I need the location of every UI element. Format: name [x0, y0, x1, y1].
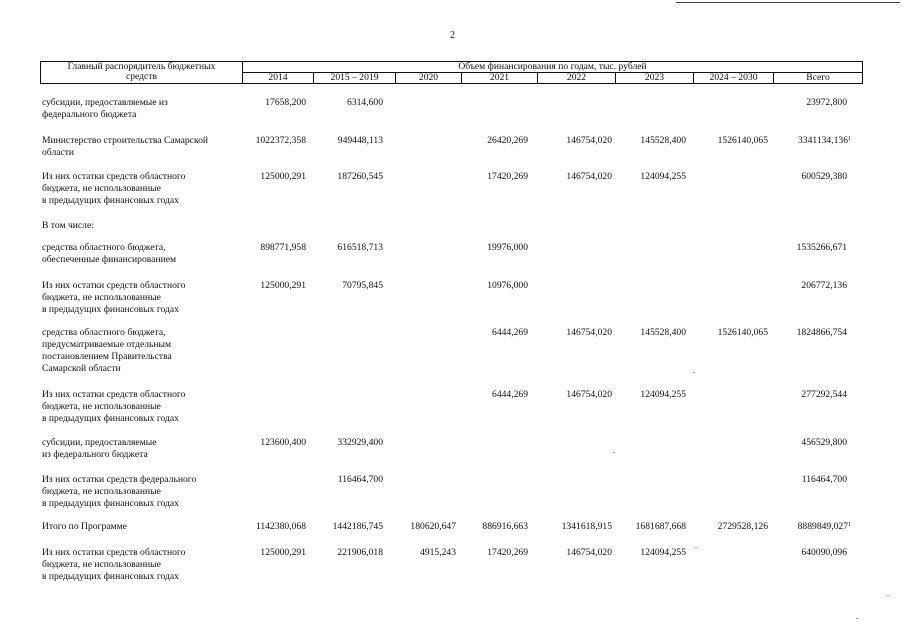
row-label — [42, 135, 238, 159]
cell-text: 146754,020 — [566, 171, 612, 182]
cell-value — [487, 547, 528, 559]
cell-total — [801, 280, 847, 292]
row-label-line: бюджета, не использованные — [42, 401, 161, 412]
cell-text: 146754,020 — [566, 135, 612, 146]
table-header — [40, 61, 863, 84]
cell-text: 206772,136 — [801, 280, 847, 291]
row-label-line: средства областного бюджета, — [42, 242, 166, 253]
cell-text: 616518,713 — [337, 242, 383, 253]
cell-text: 1526140,065 — [717, 135, 768, 146]
header-group-title: Объем финансирования по годам, тыс. рублей — [243, 62, 863, 73]
header-year: 2024 – 2030 — [694, 73, 774, 84]
cell-value — [566, 547, 612, 559]
cell-value — [342, 280, 383, 292]
cell-text: 2729528,126 — [717, 521, 768, 532]
cell-text: 1681687,668 — [635, 521, 686, 532]
cell-text: 332929,400 — [337, 437, 383, 448]
row-label-line: Из них остатки средств областного — [42, 389, 186, 400]
cell-value — [338, 474, 383, 486]
row-label-line: в предыдущих финансовых годах — [42, 498, 179, 509]
row-label-line: обеспеченные финансированием — [42, 254, 177, 265]
cell-text: 6444,269 — [492, 327, 528, 338]
cell-value — [562, 521, 612, 533]
cell-value — [260, 171, 306, 183]
cell-text: 125000,291 — [260, 171, 306, 182]
header-year: 2021 — [462, 73, 538, 84]
row-label-line: субсидии, предоставляемые — [42, 437, 157, 448]
cell-text: 6314,600 — [347, 97, 383, 108]
row-label-line: Из них остатки средств областного — [42, 171, 186, 182]
cell-value — [347, 97, 383, 109]
cell-value — [566, 135, 612, 147]
row-label-line: бюджета, не использованные — [42, 486, 161, 497]
cell-value — [487, 135, 528, 147]
cell-text: 1535266,671 — [796, 242, 847, 253]
header-distributor — [41, 62, 243, 84]
cell-text: 640090,096 — [801, 547, 847, 558]
row-label-line: Министерство строительства Самарской — [42, 135, 209, 146]
row-label — [42, 389, 238, 425]
row-label-line: из федерального бюджета — [42, 449, 148, 460]
row-label-line: в предыдущих финансовых годах — [42, 413, 179, 424]
cell-text: 146754,020 — [566, 389, 612, 400]
row-label-line: федерального бюджета — [42, 109, 137, 120]
header-year: 2015 – 2019 — [314, 73, 396, 84]
cell-total — [798, 135, 851, 147]
cell-text: 146754,020 — [566, 547, 612, 558]
cell-total — [801, 389, 847, 401]
cell-value — [718, 327, 768, 339]
cell-text: 180620,647 — [410, 521, 456, 532]
cell-value — [566, 171, 612, 183]
footnote-mark: 1 — [848, 136, 851, 142]
cell-text: 124094,255 — [640, 547, 686, 558]
cell-value — [492, 389, 528, 401]
row-label — [42, 521, 238, 533]
cell-text: 600529,380 — [801, 171, 847, 182]
cell-text: 3341134,136 — [797, 135, 848, 146]
row-label-line: предусматриваемые отдельным — [42, 339, 172, 350]
row-label-line: средства областного бюджета, — [42, 327, 166, 338]
row-label-line: в предыдущих финансовых годах — [42, 304, 179, 315]
cell-value — [260, 242, 306, 254]
row-label-line: Самарской области — [42, 363, 121, 374]
row-label-line: бюджета, не использованные — [42, 292, 161, 303]
cell-value — [640, 327, 686, 339]
scan-speck — [695, 547, 697, 548]
row-label-line: бюджета, не использованные — [42, 183, 161, 194]
row-label — [42, 474, 238, 510]
cell-value — [260, 437, 306, 449]
row-label-line: Из них остатки средств областного — [42, 547, 186, 558]
cell-value — [487, 242, 528, 254]
cell-text: 145528,400 — [640, 327, 686, 338]
cell-text: 123600,400 — [260, 437, 306, 448]
row-label-line: области — [42, 147, 75, 158]
cell-text: 4915,243 — [420, 547, 456, 558]
cell-text: 23972,800 — [806, 97, 847, 108]
cell-text: 1526140,065 — [717, 327, 768, 338]
cell-value — [337, 242, 383, 254]
header-year: 2014 — [243, 73, 314, 84]
cell-text: 145528,400 — [640, 135, 686, 146]
scan-speck — [887, 595, 889, 596]
cell-text: 949448,113 — [337, 135, 383, 146]
row-label-line: в предыдущих финансовых годах — [42, 571, 179, 582]
cell-value — [640, 171, 686, 183]
cell-value — [260, 547, 306, 559]
row-label-line: Из них остатки средств федерального — [42, 474, 197, 485]
row-label-line: постановлением Правительства — [42, 351, 172, 362]
cell-total — [801, 437, 847, 449]
cell-text: 1142380,068 — [255, 521, 306, 532]
cell-value — [420, 547, 456, 559]
row-label-line: бюджета, не использованные — [42, 559, 161, 570]
cell-total — [802, 474, 847, 486]
scan-speck — [693, 372, 695, 373]
cell-text: 146754,020 — [566, 327, 612, 338]
cell-value — [265, 97, 306, 109]
cell-total — [801, 547, 847, 559]
cell-total — [806, 97, 847, 109]
cell-text: 187260,545 — [337, 171, 383, 182]
row-label — [42, 97, 238, 121]
cell-value — [566, 327, 612, 339]
cell-value — [260, 280, 306, 292]
cell-text: 26420,269 — [487, 135, 528, 146]
cell-value — [640, 547, 686, 559]
cell-text: 124094,255 — [640, 171, 686, 182]
header-total: Всего — [774, 73, 863, 84]
cell-text: 8889849,027 — [797, 521, 848, 532]
cell-value — [640, 135, 686, 147]
cell-value — [337, 437, 383, 449]
cell-text: 898771,958 — [260, 242, 306, 253]
scan-speck — [856, 618, 858, 619]
cell-total — [797, 242, 847, 254]
cell-text: 456529,800 — [801, 437, 847, 448]
top-rule — [676, 2, 900, 3]
cell-value — [640, 389, 686, 401]
cell-value — [566, 389, 612, 401]
cell-value — [333, 521, 383, 533]
footnote-mark: 1 — [848, 522, 851, 528]
row-label — [42, 437, 238, 461]
cell-value — [482, 521, 528, 533]
row-label-line: субсидии, предоставляемые из — [42, 97, 168, 108]
cell-value — [487, 280, 528, 292]
cell-value — [636, 521, 686, 533]
cell-value — [256, 521, 306, 533]
cell-text: 1442186,745 — [332, 521, 383, 532]
cell-text: 17420,269 — [487, 171, 528, 182]
cell-value — [487, 171, 528, 183]
cell-value — [718, 521, 768, 533]
cell-text: 886916,663 — [482, 521, 528, 532]
row-label-line: в предыдущих финансовых годах — [42, 195, 179, 206]
cell-text: 125000,291 — [260, 547, 306, 558]
header-year: 2022 — [538, 73, 616, 84]
cell-text: 1824866,754 — [796, 327, 847, 338]
cell-total — [797, 327, 847, 339]
cell-text: 125000,291 — [260, 280, 306, 291]
cell-text: 1022372,358 — [255, 135, 306, 146]
header-year: 2020 — [396, 73, 462, 84]
cell-value — [337, 171, 383, 183]
cell-value — [338, 135, 383, 147]
cell-text: 221906,018 — [337, 547, 383, 558]
cell-text: 116464,700 — [801, 474, 847, 485]
cell-total — [801, 171, 847, 183]
cell-total — [798, 521, 851, 533]
cell-text: 124094,255 — [640, 389, 686, 400]
row-label — [42, 171, 238, 207]
row-label — [42, 280, 238, 316]
header-distributor-line2: средств — [125, 71, 158, 82]
cell-text: 6444,269 — [492, 389, 528, 400]
page-number: 2 — [450, 30, 455, 41]
row-label — [42, 327, 238, 375]
cell-value — [337, 547, 383, 559]
cell-text: 19976,000 — [487, 242, 528, 253]
row-label — [42, 242, 238, 266]
cell-text: 1341618,915 — [561, 521, 612, 532]
row-label-line: В том числе: — [42, 220, 94, 231]
header-year: 2023 — [616, 73, 694, 84]
cell-value — [492, 327, 528, 339]
cell-value — [410, 521, 456, 533]
cell-text: 10976,000 — [487, 280, 528, 291]
row-label-line: Из них остатки средств областного — [42, 280, 186, 291]
cell-text: 277292,544 — [801, 389, 847, 400]
cell-text: 17658,200 — [265, 97, 306, 108]
row-label — [42, 220, 238, 232]
cell-value — [718, 135, 768, 147]
header-distributor-line1: Главный распорядитель бюджетных — [67, 61, 216, 72]
row-label-line: Итого по Программе — [42, 521, 127, 532]
cell-text: 17420,269 — [487, 547, 528, 558]
cell-value — [256, 135, 306, 147]
cell-text: 70795,845 — [342, 280, 383, 291]
row-label — [42, 547, 238, 583]
scan-speck — [613, 452, 615, 453]
cell-text: 116464,700 — [337, 474, 383, 485]
